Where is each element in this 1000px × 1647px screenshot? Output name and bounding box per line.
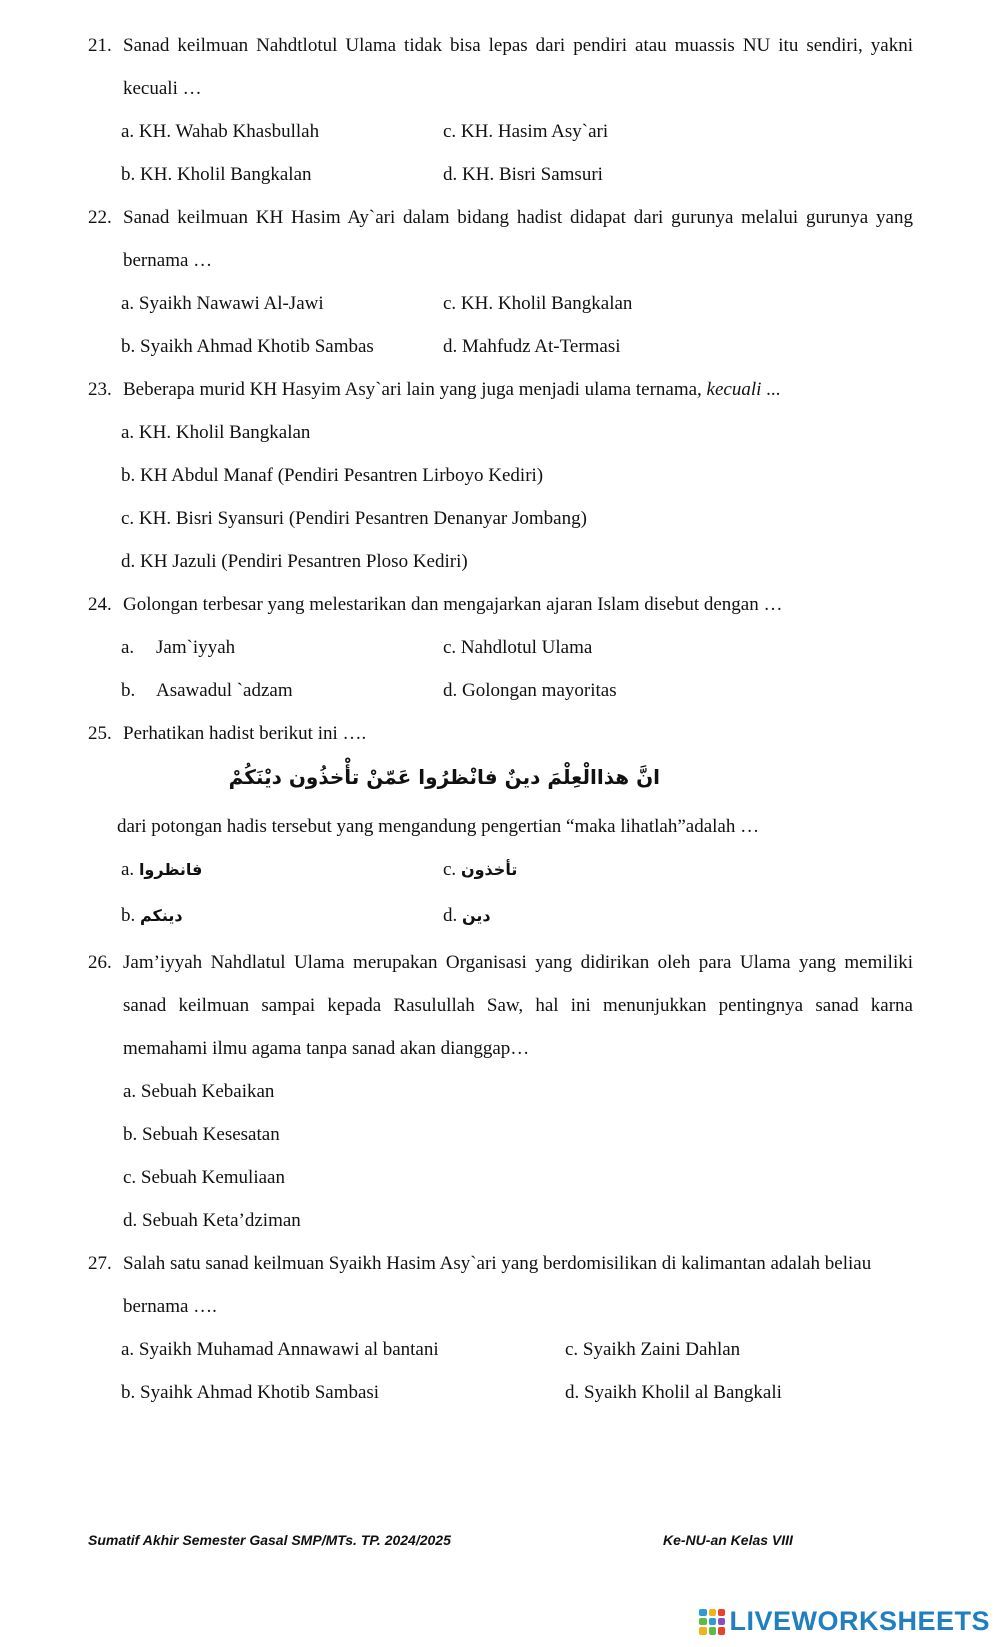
liveworksheets-logo xyxy=(699,1606,990,1637)
q23-option-b[interactable]: b. KH Abdul Manaf (Pendiri Pesantren Lirboyo Kediri) xyxy=(121,465,544,486)
q22-stem-line1: Sanad keilmuan KH Hasim Ay`ari dalam bidang hadist didapat dari gurunya melalui gurunya yang xyxy=(123,207,913,228)
q27-option-d[interactable]: d. Syaikh Kholil al Bangkali xyxy=(565,1382,782,1403)
footer-subject: Ke-NU-an Kelas VIII xyxy=(663,1532,793,1548)
q24-option-a-letter[interactable]: a. xyxy=(121,637,135,658)
q23-option-a[interactable]: a. KH. Kholil Bangkalan xyxy=(121,422,311,443)
q27-option-a[interactable]: a. Syaikh Muhamad Annawawi al bantani xyxy=(121,1339,439,1360)
q23-option-c[interactable]: c. KH. Bisri Syansuri (Pendiri Pesantren Denanyar Jombang) xyxy=(121,508,587,529)
logo-tile xyxy=(699,1618,706,1625)
q23-stem-ellipsis: ... xyxy=(761,379,781,400)
logo-tile xyxy=(709,1609,716,1616)
q21-stem-line2: kecuali … xyxy=(123,78,202,99)
q21-option-c[interactable]: c. KH. Hasim Asy`ari xyxy=(443,121,609,142)
q27-stem-line2: bernama …. xyxy=(123,1296,217,1317)
q23-stem-text: Beberapa murid KH Hasyim Asy`ari lain yang juga menjadi ulama ternama, xyxy=(123,379,707,400)
q27-option-c[interactable]: c. Syaikh Zaini Dahlan xyxy=(565,1339,741,1360)
q24-option-a[interactable]: Jam`iyyah xyxy=(156,637,236,658)
q24-option-c[interactable]: c. Nahdlotul Ulama xyxy=(443,637,593,658)
q25-stem: Perhatikan hadist berikut ini …. xyxy=(123,723,367,744)
q25-option-c-arabic: تأخذون xyxy=(460,860,518,879)
logo-tile xyxy=(718,1609,725,1616)
logo-tile xyxy=(699,1609,706,1616)
liveworksheets-logo-text: LIVEWORKSHEETS xyxy=(729,1606,990,1636)
logo-tile xyxy=(718,1618,725,1625)
q24-number: 24. xyxy=(88,594,112,615)
q25-option-d-letter: d. xyxy=(443,905,458,926)
q25-option-a-arabic: فانظروا xyxy=(138,860,203,879)
q23-option-d[interactable]: d. KH Jazuli (Pendiri Pesantren Ploso Kediri) xyxy=(121,551,468,572)
q26-option-b[interactable]: b. Sebuah Kesesatan xyxy=(123,1124,280,1145)
q23-stem-emphasis: kecuali xyxy=(706,379,762,400)
q27-number: 27. xyxy=(88,1253,112,1274)
q25-stem-line2: dari potongan hadis tersebut yang mengandung pengertian “maka lihatlah”adalah … xyxy=(117,816,760,837)
q25-option-d-arabic: دين xyxy=(462,906,491,925)
footer-exam-title: Sumatif Akhir Semester Gasal SMP/MTs. TP. 2024/2025 xyxy=(88,1532,451,1548)
q23-number: 23. xyxy=(88,379,112,400)
q25-option-a-letter: a. xyxy=(121,859,135,880)
q26-stem-line2: sanad keilmuan sampai kepada Rasulullah Saw, hal ini menunjukkan pentingnya sanad karna xyxy=(123,995,913,1016)
q26-option-c[interactable]: c. Sebuah Kemuliaan xyxy=(123,1167,285,1188)
q22-option-d[interactable]: d. Mahfudz At-Termasi xyxy=(443,336,621,357)
q21-option-b[interactable]: b. KH. Kholil Bangkalan xyxy=(121,164,312,185)
logo-tile xyxy=(709,1627,716,1634)
q25-hadith-arabic: انَّ هذاالْعِلْمَ دينٌ فانْظرُوا عَمّنْ تأْخذُون ديْنَكُمْ xyxy=(228,765,660,789)
q24-option-b[interactable]: Asawadul `adzam xyxy=(156,680,293,701)
q22-option-b[interactable]: b. Syaikh Ahmad Khotib Sambas xyxy=(121,336,374,357)
logo-tile xyxy=(699,1627,706,1634)
q26-number: 26. xyxy=(88,952,112,973)
q26-stem-line1: Jam’iyyah Nahdlatul Ulama merupakan Organisasi yang didirikan oleh para Ulama yang memiliki xyxy=(123,952,913,973)
q25-option-b-arabic: دينكم xyxy=(140,906,183,925)
q27-option-b[interactable]: b. Syaihk Ahmad Khotib Sambasi xyxy=(121,1382,380,1403)
q21-option-d[interactable]: d. KH. Bisri Samsuri xyxy=(443,164,603,185)
liveworksheets-logo-icon xyxy=(699,1609,725,1635)
q25-option-d[interactable] xyxy=(443,905,491,927)
q25-option-a[interactable] xyxy=(121,859,202,881)
q22-option-c[interactable]: c. KH. Kholil Bangkalan xyxy=(443,293,633,314)
q25-option-c[interactable] xyxy=(443,859,517,881)
q21-stem-line1: Sanad keilmuan Nahdtlotul Ulama tidak bisa lepas dari pendiri atau muassis NU itu sendiri, yakni xyxy=(123,35,913,56)
q24-stem: Golongan terbesar yang melestarikan dan mengajarkan ajaran Islam disebut dengan … xyxy=(123,594,783,615)
q26-stem-line3: memahami ilmu agama tanpa sanad akan dianggap… xyxy=(123,1038,530,1059)
q24-option-d[interactable]: d. Golongan mayoritas xyxy=(443,680,617,701)
q26-option-a[interactable]: a. Sebuah Kebaikan xyxy=(123,1081,275,1102)
q21-number: 21. xyxy=(88,35,112,56)
q24-option-b-letter[interactable]: b. xyxy=(121,680,136,701)
q26-option-d[interactable]: d. Sebuah Keta’dziman xyxy=(123,1210,301,1231)
q23-stem xyxy=(123,379,780,401)
q22-option-a[interactable]: a. Syaikh Nawawi Al-Jawi xyxy=(121,293,324,314)
q25-option-b[interactable] xyxy=(121,905,183,927)
logo-tile xyxy=(718,1627,725,1634)
q25-option-c-letter: c. xyxy=(443,859,457,880)
q22-number: 22. xyxy=(88,207,112,228)
q25-number: 25. xyxy=(88,723,112,744)
q22-stem-line2: bernama … xyxy=(123,250,213,271)
q21-option-a[interactable]: a. KH. Wahab Khasbullah xyxy=(121,121,320,142)
q27-stem-line1: Salah satu sanad keilmuan Syaikh Hasim Asy`ari yang berdomisilikan di kalimantan adalah beliau xyxy=(123,1253,872,1274)
logo-tile xyxy=(709,1618,716,1625)
q25-option-b-letter: b. xyxy=(121,905,136,926)
